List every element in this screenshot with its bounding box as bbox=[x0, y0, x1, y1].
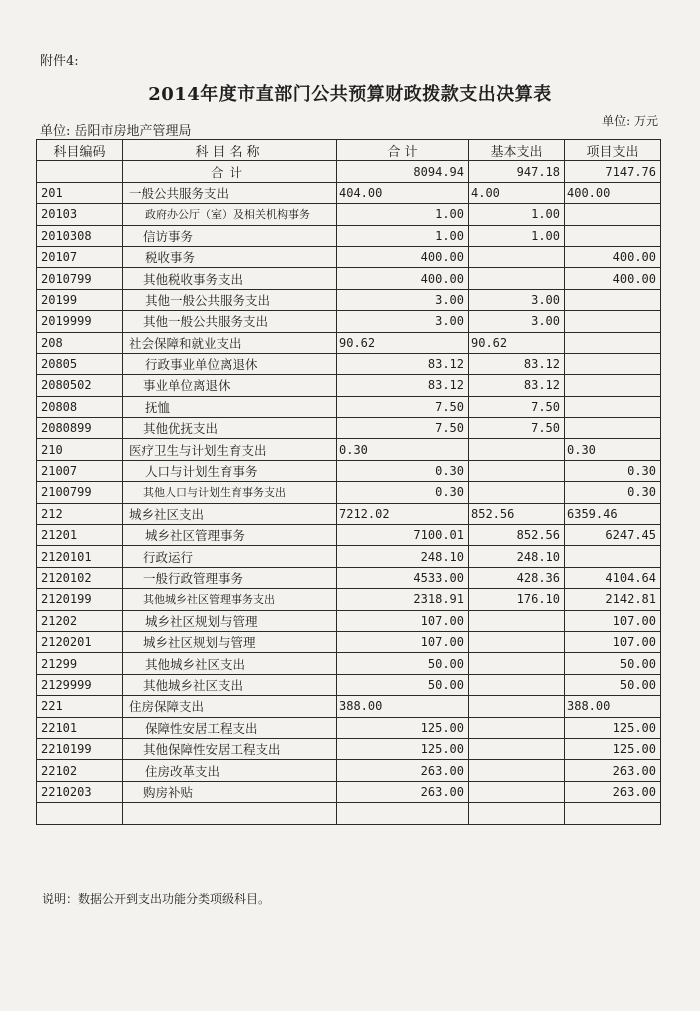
code-cell: 221 bbox=[37, 696, 123, 717]
basic-cell: 83.12 bbox=[469, 375, 565, 396]
total-cell: 107.00 bbox=[337, 610, 469, 631]
table-row bbox=[37, 781, 661, 802]
name-cell: 税收事务 bbox=[123, 246, 337, 267]
total-cell: 0.30 bbox=[337, 482, 469, 503]
total-cell: 0.30 bbox=[337, 460, 469, 481]
table-row bbox=[37, 375, 661, 396]
budget-table bbox=[36, 139, 661, 825]
project-cell bbox=[565, 311, 661, 332]
table-body bbox=[37, 161, 661, 824]
name-cell: 人口与计划生育事务 bbox=[123, 460, 337, 481]
table-row bbox=[37, 268, 661, 289]
basic-cell: 1.00 bbox=[469, 204, 565, 225]
footnote: 说明：数据公开到支出功能分类项级科目。 bbox=[42, 892, 271, 906]
code-cell: 22102 bbox=[37, 760, 123, 781]
code-cell: 20199 bbox=[37, 289, 123, 310]
project-cell: 125.00 bbox=[565, 738, 661, 759]
project-cell bbox=[565, 418, 661, 439]
name-cell: 购房补贴 bbox=[123, 781, 337, 802]
code-cell: 2080502 bbox=[37, 375, 123, 396]
code-cell: 2080899 bbox=[37, 418, 123, 439]
project-cell: 6247.45 bbox=[565, 525, 661, 546]
code-cell: 210 bbox=[37, 439, 123, 460]
code-cell: 20805 bbox=[37, 353, 123, 374]
project-cell bbox=[565, 289, 661, 310]
code-cell: 2120102 bbox=[37, 567, 123, 588]
name-cell: 其他税收事务支出 bbox=[123, 268, 337, 289]
table-row bbox=[37, 525, 661, 546]
table-row bbox=[37, 418, 661, 439]
total-cell: 2318.91 bbox=[337, 589, 469, 610]
table-row bbox=[37, 674, 661, 695]
project-cell: 0.30 bbox=[565, 460, 661, 481]
total-cell: 7.50 bbox=[337, 396, 469, 417]
code-cell: 2120199 bbox=[37, 589, 123, 610]
total-cell: 7.50 bbox=[337, 418, 469, 439]
total-cell: 400.00 bbox=[337, 268, 469, 289]
blank-cell bbox=[565, 803, 661, 824]
name-cell: 其他城乡社区支出 bbox=[123, 653, 337, 674]
basic-cell: 90.62 bbox=[469, 332, 565, 353]
name-cell: 政府办公厅（室）及相关机构事务 bbox=[123, 204, 337, 225]
basic-cell bbox=[469, 610, 565, 631]
name-cell: 行政事业单位离退休 bbox=[123, 353, 337, 374]
table-row bbox=[37, 503, 661, 524]
header-name: 科目名称 bbox=[123, 140, 337, 161]
basic-cell bbox=[469, 738, 565, 759]
basic-cell bbox=[469, 439, 565, 460]
total-cell: 1.00 bbox=[337, 225, 469, 246]
basic-cell bbox=[469, 674, 565, 695]
project-cell: 400.00 bbox=[565, 268, 661, 289]
basic-cell bbox=[469, 760, 565, 781]
table-row bbox=[37, 482, 661, 503]
code-cell: 2010799 bbox=[37, 268, 123, 289]
project-cell bbox=[565, 353, 661, 374]
blank-cell bbox=[123, 803, 337, 824]
basic-cell bbox=[469, 653, 565, 674]
code-cell: 208 bbox=[37, 332, 123, 353]
total-cell: 4533.00 bbox=[337, 567, 469, 588]
total-cell: 0.30 bbox=[337, 439, 469, 460]
basic-cell bbox=[469, 460, 565, 481]
total-project-cell: 7147.76 bbox=[565, 161, 661, 182]
name-cell: 其他保障性安居工程支出 bbox=[123, 738, 337, 759]
code-cell: 2210199 bbox=[37, 738, 123, 759]
basic-cell: 428.36 bbox=[469, 567, 565, 588]
code-cell: 2120201 bbox=[37, 631, 123, 652]
basic-cell bbox=[469, 246, 565, 267]
table-row bbox=[37, 696, 661, 717]
header-basic: 基本支出 bbox=[469, 140, 565, 161]
table-row bbox=[37, 653, 661, 674]
total-cell: 248.10 bbox=[337, 546, 469, 567]
blank-row bbox=[37, 803, 661, 824]
table-row bbox=[37, 610, 661, 631]
blank-cell bbox=[37, 803, 123, 824]
total-cell: 3.00 bbox=[337, 311, 469, 332]
table-row bbox=[37, 289, 661, 310]
total-cell: 83.12 bbox=[337, 353, 469, 374]
total-name-cell: 合计 bbox=[123, 161, 337, 182]
project-cell: 4104.64 bbox=[565, 567, 661, 588]
code-cell: 21007 bbox=[37, 460, 123, 481]
header-code: 科目编码 bbox=[37, 140, 123, 161]
total-total-cell: 8094.94 bbox=[337, 161, 469, 182]
total-cell: 388.00 bbox=[337, 696, 469, 717]
table-header-row bbox=[37, 140, 661, 161]
table-row bbox=[37, 311, 661, 332]
code-cell: 2120101 bbox=[37, 546, 123, 567]
total-basic-cell: 947.18 bbox=[469, 161, 565, 182]
name-cell: 其他人口与计划生育事务支出 bbox=[123, 482, 337, 503]
total-cell: 83.12 bbox=[337, 375, 469, 396]
basic-cell: 3.00 bbox=[469, 311, 565, 332]
name-cell: 住房保障支出 bbox=[123, 696, 337, 717]
project-cell: 2142.81 bbox=[565, 589, 661, 610]
code-cell: 20107 bbox=[37, 246, 123, 267]
table-row bbox=[37, 546, 661, 567]
total-cell: 1.00 bbox=[337, 204, 469, 225]
project-cell: 0.30 bbox=[565, 482, 661, 503]
project-cell bbox=[565, 375, 661, 396]
basic-cell bbox=[469, 268, 565, 289]
total-cell: 263.00 bbox=[337, 760, 469, 781]
name-cell: 城乡社区支出 bbox=[123, 503, 337, 524]
table-row bbox=[37, 396, 661, 417]
header-project: 项目支出 bbox=[565, 140, 661, 161]
project-cell: 388.00 bbox=[565, 696, 661, 717]
table-row bbox=[37, 332, 661, 353]
table-row bbox=[37, 589, 661, 610]
table-row bbox=[37, 182, 661, 203]
code-cell: 2129999 bbox=[37, 674, 123, 695]
unit-currency: 单位: 万元 bbox=[602, 114, 658, 128]
basic-cell: 4.00 bbox=[469, 182, 565, 203]
table-row bbox=[37, 246, 661, 267]
name-cell: 医疗卫生与计划生育支出 bbox=[123, 439, 337, 460]
name-cell: 城乡社区规划与管理 bbox=[123, 631, 337, 652]
total-cell: 404.00 bbox=[337, 182, 469, 203]
code-cell: 21299 bbox=[37, 653, 123, 674]
table-row bbox=[37, 204, 661, 225]
name-cell: 其他城乡社区管理事务支出 bbox=[123, 589, 337, 610]
page-title: 2014年度市直部门公共预算财政拨款支出决算表 bbox=[148, 84, 552, 105]
table-row bbox=[37, 460, 661, 481]
project-cell: 0.30 bbox=[565, 439, 661, 460]
basic-cell bbox=[469, 631, 565, 652]
name-cell: 其他优抚支出 bbox=[123, 418, 337, 439]
name-cell: 抚恤 bbox=[123, 396, 337, 417]
basic-cell bbox=[469, 482, 565, 503]
name-cell: 事业单位离退休 bbox=[123, 375, 337, 396]
name-cell: 其他城乡社区支出 bbox=[123, 674, 337, 695]
project-cell: 263.00 bbox=[565, 760, 661, 781]
code-cell: 20808 bbox=[37, 396, 123, 417]
project-cell bbox=[565, 546, 661, 567]
project-cell: 125.00 bbox=[565, 717, 661, 738]
basic-cell bbox=[469, 781, 565, 802]
project-cell bbox=[565, 396, 661, 417]
code-cell: 21201 bbox=[37, 525, 123, 546]
name-cell: 社会保障和就业支出 bbox=[123, 332, 337, 353]
table-row bbox=[37, 567, 661, 588]
project-cell: 107.00 bbox=[565, 631, 661, 652]
code-cell: 2210203 bbox=[37, 781, 123, 802]
project-cell: 6359.46 bbox=[565, 503, 661, 524]
name-cell: 信访事务 bbox=[123, 225, 337, 246]
name-cell: 住房改革支出 bbox=[123, 760, 337, 781]
project-cell bbox=[565, 332, 661, 353]
total-row bbox=[37, 161, 661, 182]
basic-cell: 1.00 bbox=[469, 225, 565, 246]
basic-cell: 852.56 bbox=[469, 503, 565, 524]
project-cell: 50.00 bbox=[565, 674, 661, 695]
project-cell: 400.00 bbox=[565, 182, 661, 203]
header-total: 合 计 bbox=[337, 140, 469, 161]
table-row bbox=[37, 439, 661, 460]
code-cell: 2019999 bbox=[37, 311, 123, 332]
table-row bbox=[37, 717, 661, 738]
code-cell: 22101 bbox=[37, 717, 123, 738]
basic-cell: 248.10 bbox=[469, 546, 565, 567]
total-cell: 7212.02 bbox=[337, 503, 469, 524]
basic-cell bbox=[469, 696, 565, 717]
total-cell: 7100.01 bbox=[337, 525, 469, 546]
basic-cell: 7.50 bbox=[469, 396, 565, 417]
total-cell: 50.00 bbox=[337, 653, 469, 674]
project-cell: 263.00 bbox=[565, 781, 661, 802]
total-cell: 263.00 bbox=[337, 781, 469, 802]
code-cell: 2010308 bbox=[37, 225, 123, 246]
code-cell: 201 bbox=[37, 182, 123, 203]
code-cell: 2100799 bbox=[37, 482, 123, 503]
table-row bbox=[37, 225, 661, 246]
code-cell: 212 bbox=[37, 503, 123, 524]
total-cell: 107.00 bbox=[337, 631, 469, 652]
table-row bbox=[37, 738, 661, 759]
total-cell: 3.00 bbox=[337, 289, 469, 310]
code-cell: 21202 bbox=[37, 610, 123, 631]
name-cell: 城乡社区管理事务 bbox=[123, 525, 337, 546]
project-cell bbox=[565, 225, 661, 246]
total-cell: 50.00 bbox=[337, 674, 469, 695]
annex-label: 附件4: bbox=[40, 54, 79, 69]
basic-cell bbox=[469, 717, 565, 738]
name-cell: 其他一般公共服务支出 bbox=[123, 311, 337, 332]
table-row bbox=[37, 760, 661, 781]
name-cell: 行政运行 bbox=[123, 546, 337, 567]
name-cell: 一般行政管理事务 bbox=[123, 567, 337, 588]
table-row bbox=[37, 353, 661, 374]
blank-cell bbox=[337, 803, 469, 824]
basic-cell: 7.50 bbox=[469, 418, 565, 439]
basic-cell: 852.56 bbox=[469, 525, 565, 546]
unit-organization: 单位: 岳阳市房地产管理局 bbox=[40, 124, 192, 139]
project-cell: 50.00 bbox=[565, 653, 661, 674]
basic-cell: 176.10 bbox=[469, 589, 565, 610]
basic-cell: 3.00 bbox=[469, 289, 565, 310]
project-cell bbox=[565, 204, 661, 225]
name-cell: 城乡社区规划与管理 bbox=[123, 610, 337, 631]
name-cell: 保障性安居工程支出 bbox=[123, 717, 337, 738]
total-cell: 125.00 bbox=[337, 717, 469, 738]
total-cell: 125.00 bbox=[337, 738, 469, 759]
table-row bbox=[37, 631, 661, 652]
basic-cell: 83.12 bbox=[469, 353, 565, 374]
blank-cell bbox=[469, 803, 565, 824]
code-cell: 20103 bbox=[37, 204, 123, 225]
total-cell: 90.62 bbox=[337, 332, 469, 353]
name-cell: 一般公共服务支出 bbox=[123, 182, 337, 203]
project-cell: 107.00 bbox=[565, 610, 661, 631]
name-cell: 其他一般公共服务支出 bbox=[123, 289, 337, 310]
total-code-cell bbox=[37, 161, 123, 182]
total-cell: 400.00 bbox=[337, 246, 469, 267]
project-cell: 400.00 bbox=[565, 246, 661, 267]
